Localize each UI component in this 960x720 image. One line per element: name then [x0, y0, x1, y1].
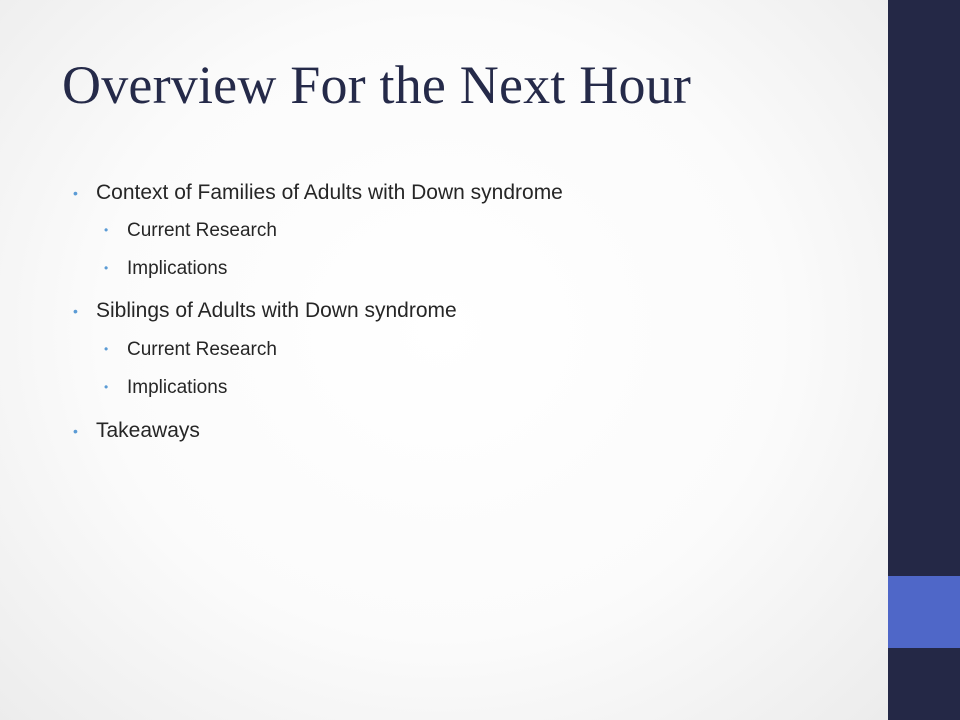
bullet-dot-icon: • — [104, 380, 109, 394]
bullet-item-context-of-families — [73, 180, 563, 206]
bullet-dot-icon: • — [73, 303, 78, 319]
bullet-item-takeaways — [73, 418, 200, 444]
bullet-item-siblings-of-adults — [73, 298, 457, 324]
bullet-label: Current Research — [127, 339, 277, 360]
bullet-item-implications — [104, 257, 228, 281]
bullet-item-current-research — [104, 338, 277, 362]
bullet-dot-icon: • — [104, 261, 109, 275]
bullet-label: Implications — [127, 377, 228, 398]
bullet-label: Context of Families of Adults with Down syndrome — [96, 181, 563, 204]
bullet-label: Implications — [127, 258, 228, 279]
bullet-dot-icon: • — [73, 185, 78, 201]
bullet-label: Current Research — [127, 220, 277, 241]
bullet-item-current-research — [104, 219, 277, 243]
side-accent-block — [888, 576, 960, 648]
bullet-label: Siblings of Adults with Down syndrome — [96, 299, 457, 322]
bullet-dot-icon: • — [104, 223, 109, 237]
bullet-label: Takeaways — [96, 419, 200, 442]
bullet-dot-icon: • — [73, 423, 78, 439]
bullet-item-implications — [104, 376, 228, 400]
bullet-dot-icon: • — [104, 342, 109, 356]
slide-title: Overview For the Next Hour — [62, 55, 692, 115]
